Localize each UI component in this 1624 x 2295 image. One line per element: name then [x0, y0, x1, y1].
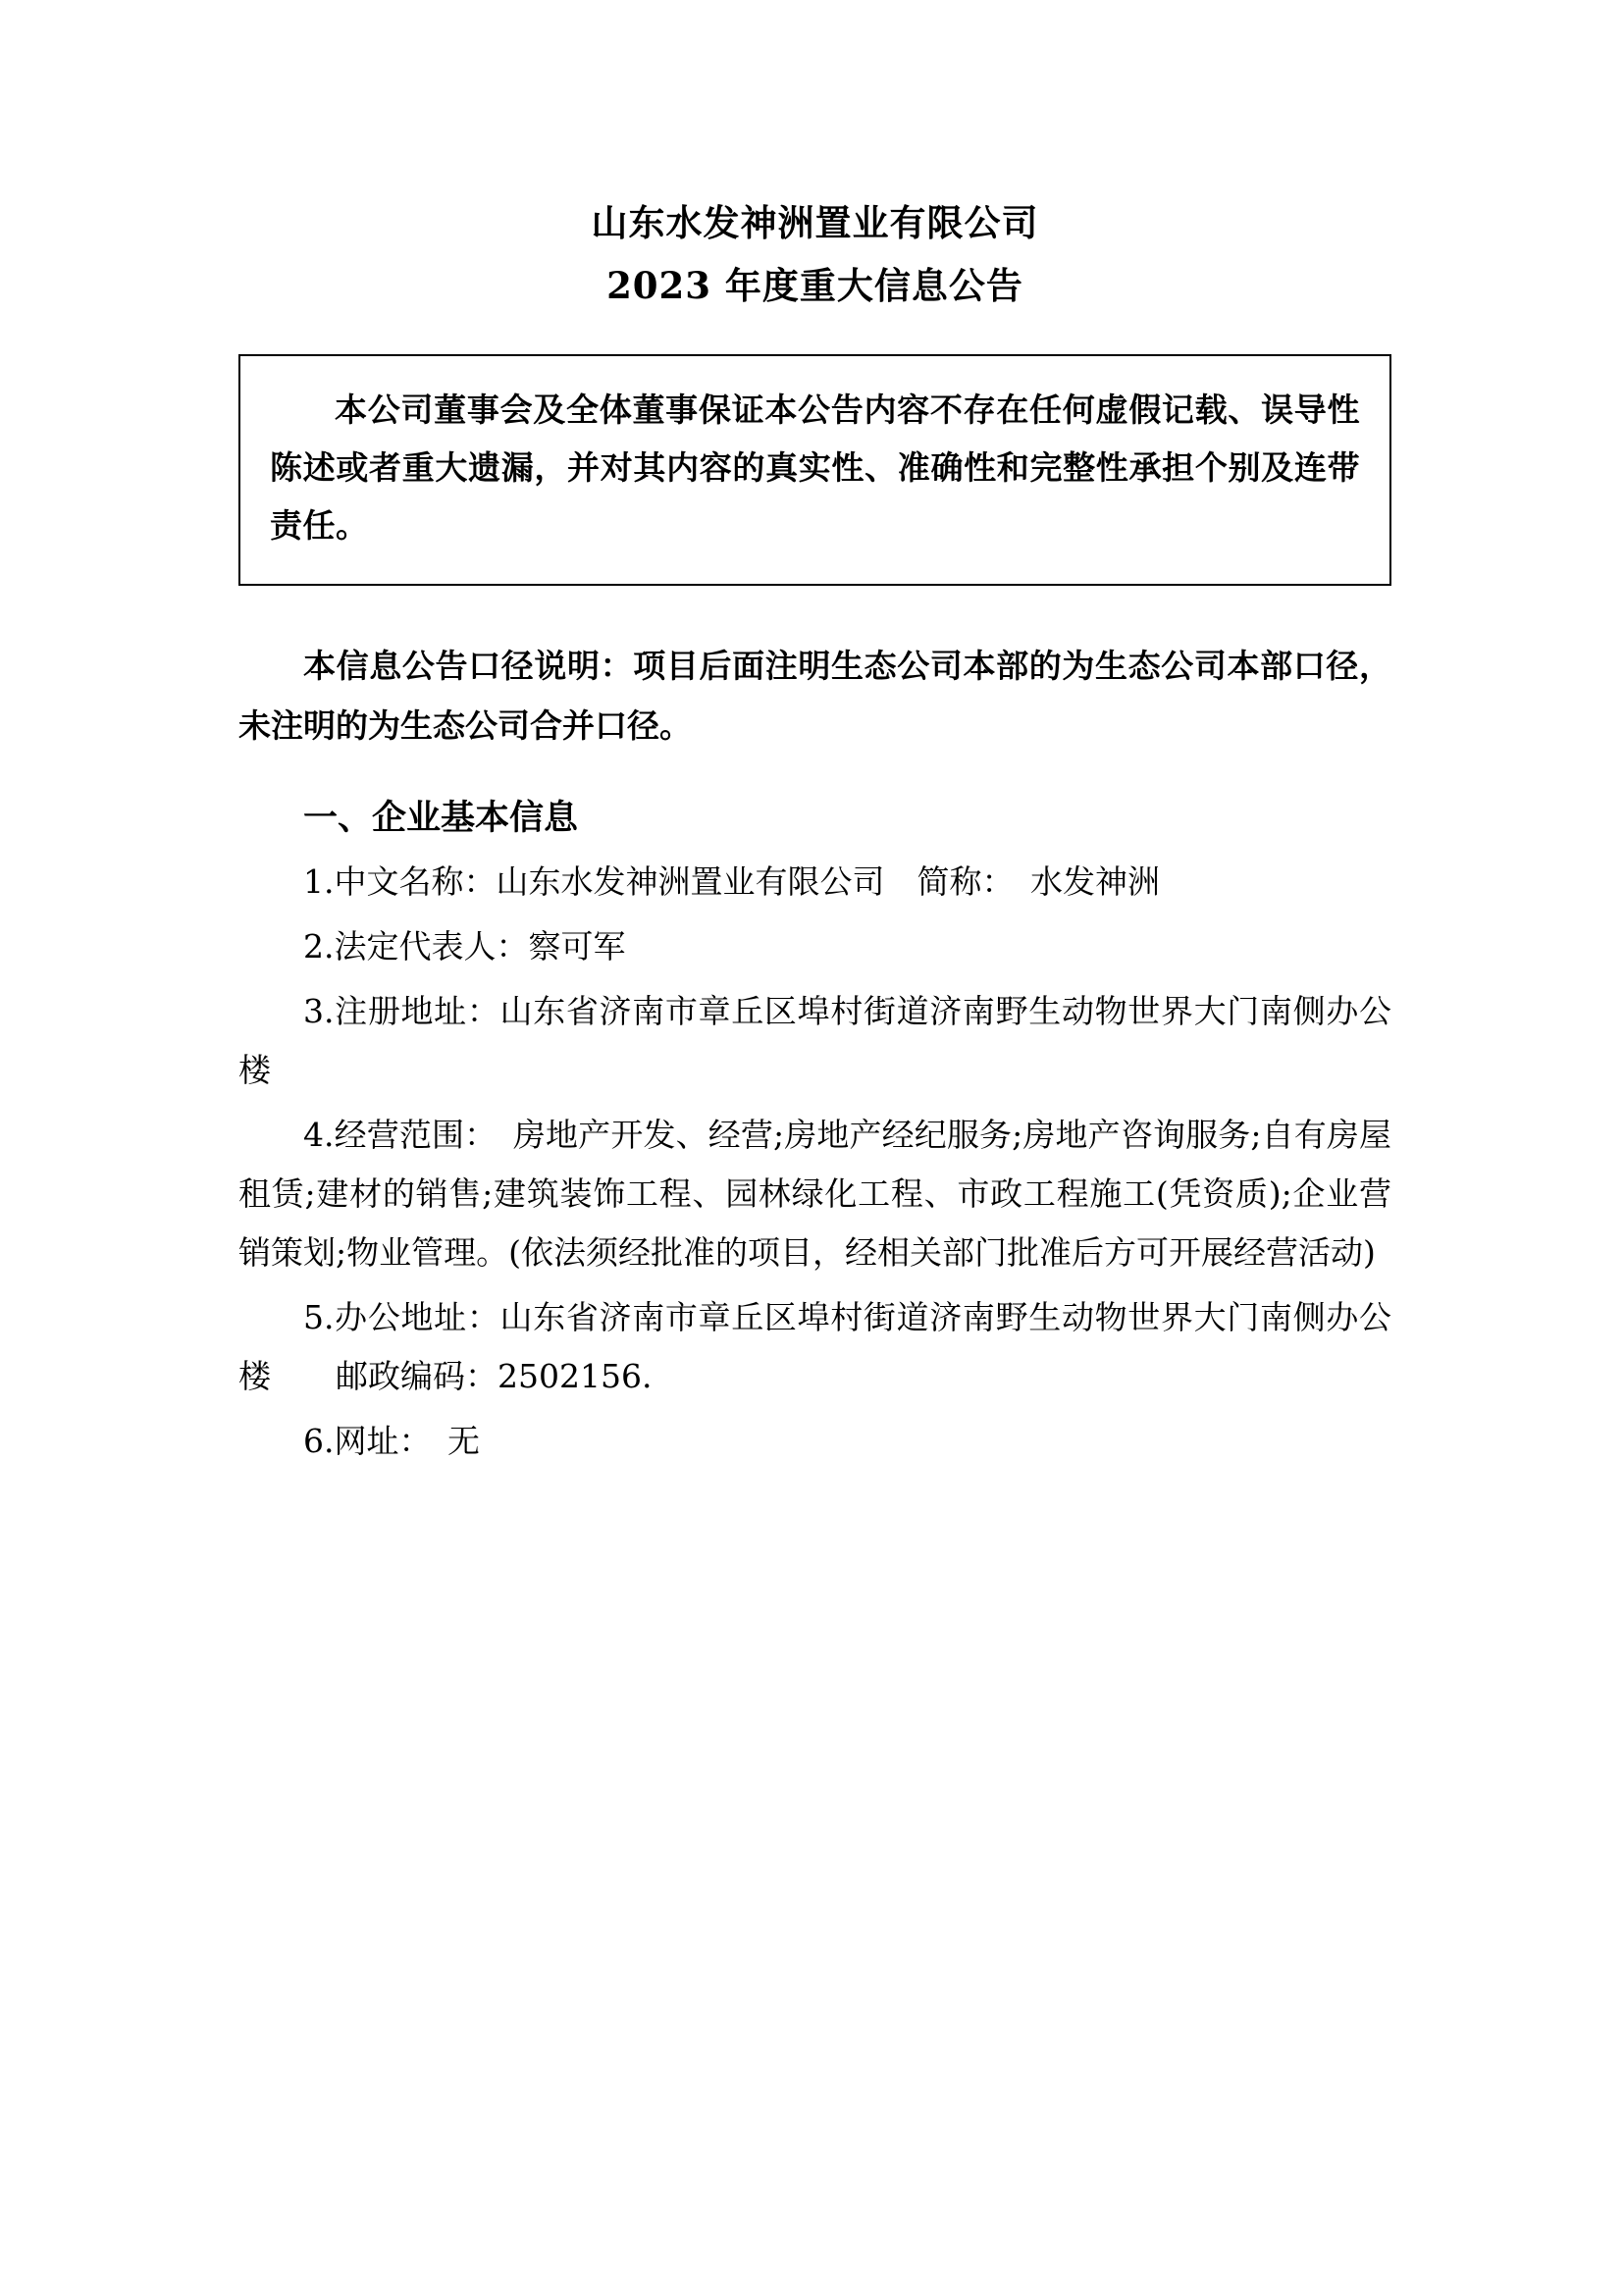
list-item: 5.办公地址：山东省济南市章丘区埠村街道济南野生动物世界大门南侧办公楼 邮政编码：2502156.: [238, 1298, 1391, 1396]
document-body: [238, 192, 1391, 1472]
list-item: 4.经营范围： 房地产开发、经营;房地产经纪服务;房地产咨询服务;自有房屋租赁;建材的销售;建筑装饰工程、园林绿化工程、市政工程施工(凭资质);企业营销策划;物业管理。(依法须经批准的项目，经相关部门批准后方可开展经营活动): [238, 1116, 1391, 1273]
list-item: 2.法定代表人：察可军: [303, 927, 626, 966]
scope-statement: 本信息公告口径说明：项目后面注明生态公司本部的为生态公司本部口径，未注明的为生态公司合并口径。: [238, 647, 1391, 745]
list-item: 6.网址： 无: [303, 1422, 480, 1461]
list-item: 1.中文名称：山东水发神洲置业有限公司 简称： 水发神洲: [303, 862, 1160, 902]
title-line-1: 山东水发神洲置业有限公司: [591, 201, 1039, 244]
list-item: 3.注册地址：山东省济南市章丘区埠村街道济南野生动物世界大门南侧办公楼: [238, 992, 1391, 1090]
section-heading-basic-info: 一、企业基本信息: [303, 797, 579, 838]
document-title: [238, 192, 1391, 317]
board-statement-text: 本公司董事会及全体董事保证本公告内容不存在任何虚假记载、误导性陈述或者重大遗漏，并对其内容的真实性、准确性和完整性承担个别及连带责任。: [270, 391, 1360, 545]
board-statement-box: [238, 354, 1391, 586]
title-line-2: 2023 年度重大信息公告: [606, 263, 1023, 307]
